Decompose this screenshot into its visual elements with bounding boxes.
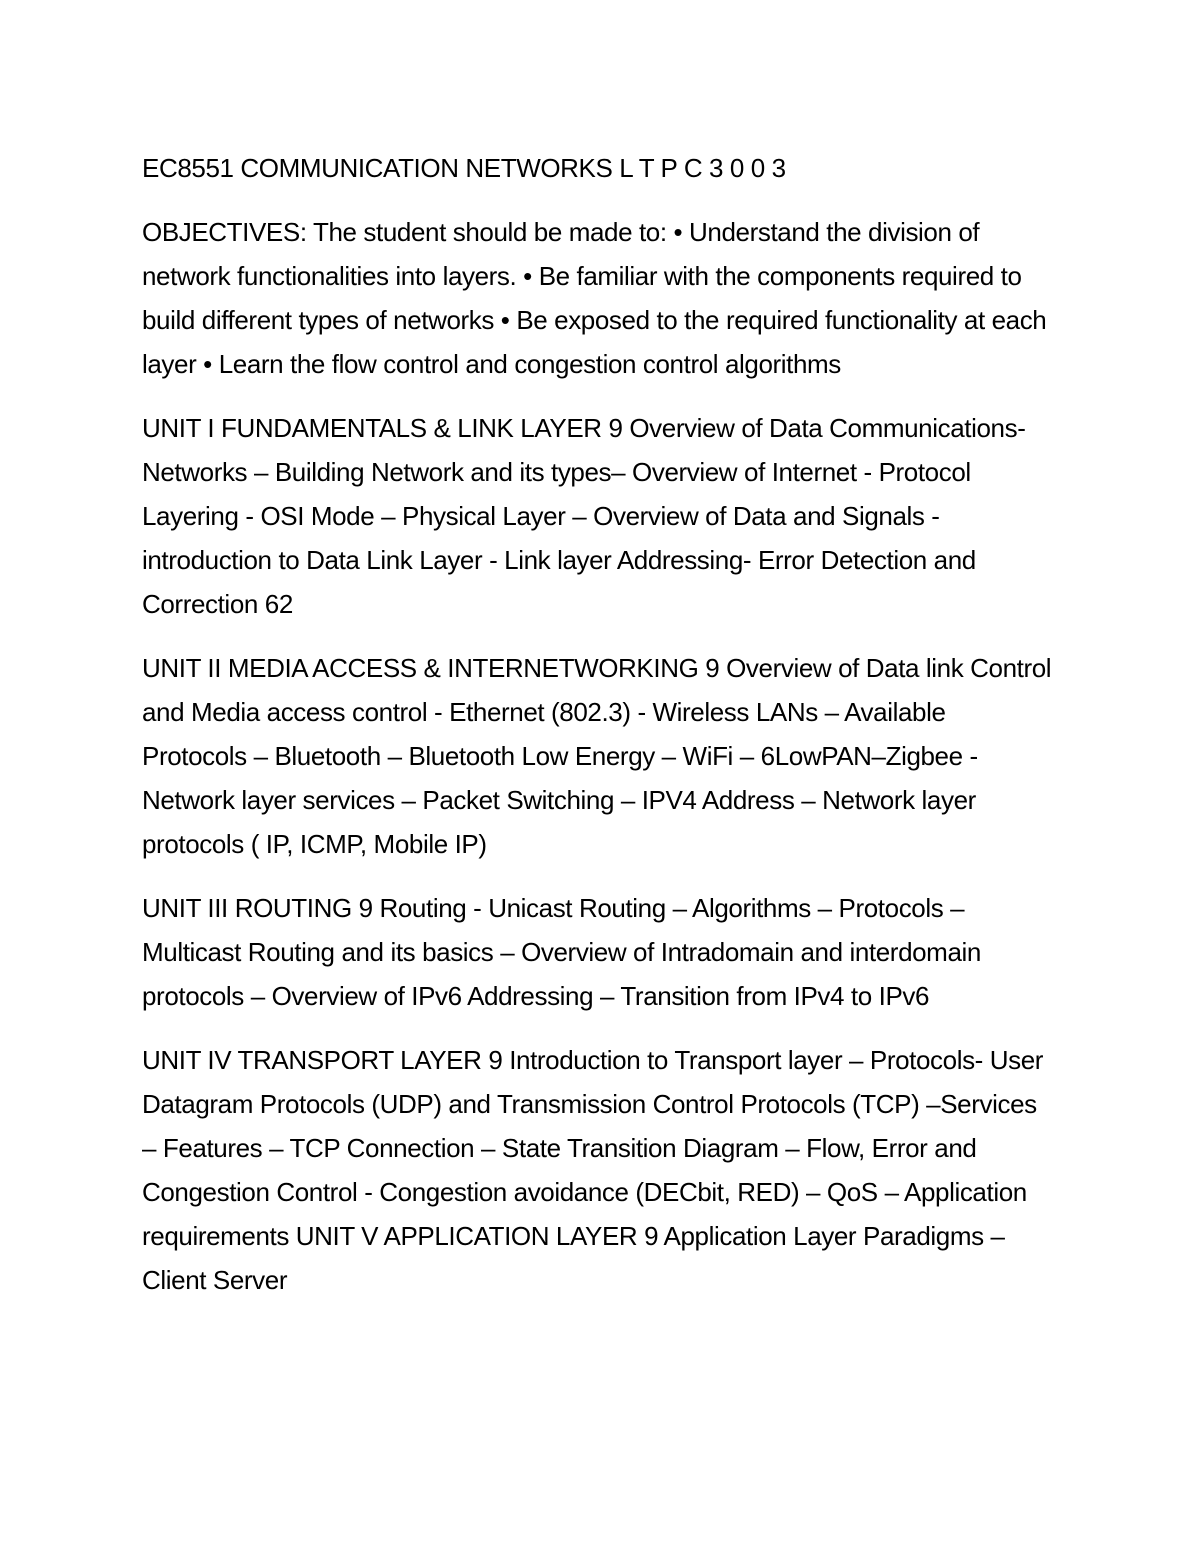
objectives-paragraph: OBJECTIVES: The student should be made to: • Understand the division of network functionalities into layers. • Be familiar with the components required to build different types of networks • Be exposed to the required functionality at each layer • Learn the flow control and congestion control algorithms xyxy=(142,217,1047,379)
course-title: EC8551 COMMUNICATION NETWORKS L T P C 3 0 0 3 xyxy=(142,153,786,183)
unit-1-paragraph: UNIT I FUNDAMENTALS & LINK LAYER 9 Overview of Data Communications- Networks – Building Network and its types– Overview of Internet - Protocol Layering - OSI Mode – Physical Layer – Overview of Data and Signals - introduction to Data Link Layer - Link layer Addressing- Error Detection and Correction 62 xyxy=(142,413,1026,619)
unit-3-paragraph: UNIT III ROUTING 9 Routing - Unicast Routing – Algorithms – Protocols – Multicast Routing and its basics – Overview of Intradomain and interdomain protocols – Overview of IPv6 Addressing – Transition from IPv4 to IPv6 xyxy=(142,893,981,1011)
unit-2-paragraph: UNIT II MEDIA ACCESS & INTERNETWORKING 9 Overview of Data link Control and Media access control - Ethernet (802.3) - Wireless LANs – Available Protocols – Bluetooth – Bluetooth Low Energy – WiFi – 6LowPAN–Zigbee - Network layer services – Packet Switching – IPV4 Address – Network layer protocols ( IP, ICMP, Mobile IP) xyxy=(142,653,1052,859)
document-body xyxy=(142,146,1057,1322)
unit-4-paragraph: UNIT IV TRANSPORT LAYER 9 Introduction to Transport layer – Protocols- User Datagram Protocols (UDP) and Transmission Control Protocols (TCP) –Services – Features – TCP Connection – State Transition Diagram – Flow, Error and Congestion Control - Congestion avoidance (DECbit, RED) – QoS – Application requirements UNIT V APPLICATION LAYER 9 Application Layer Paradigms – Client Server xyxy=(142,1045,1044,1295)
